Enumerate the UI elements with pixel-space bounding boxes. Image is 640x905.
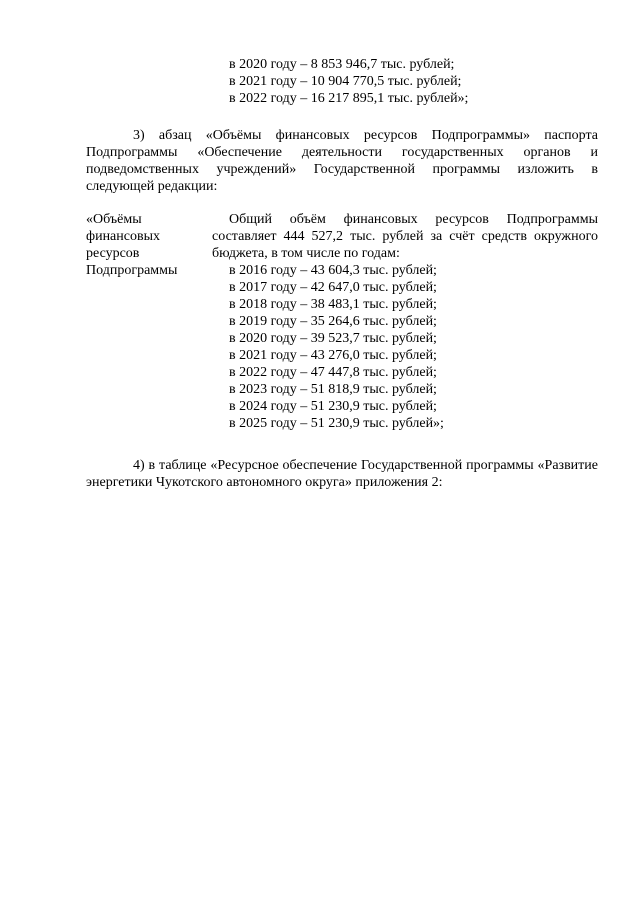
paragraph-4 bbox=[86, 457, 598, 491]
label-line: Подпрограммы bbox=[86, 263, 178, 278]
year-funding-line: в 2023 году – 51 818,9 тыс. рублей; bbox=[229, 382, 437, 397]
year-funding-line: в 2016 году – 43 604,3 тыс. рублей; bbox=[229, 263, 437, 278]
year-funding-line: в 2019 году – 35 264,6 тыс. рублей; bbox=[229, 314, 437, 329]
year-funding-line: в 2018 году – 38 483,1 тыс. рублей; bbox=[229, 297, 437, 312]
year-funding-line: в 2020 году – 39 523,7 тыс. рублей; bbox=[229, 331, 437, 346]
funding-intro: Общий объём финансовых ресурсов Подпрограммы составляет 444 527,2 тыс. рублей за счёт средств окружного бюджета, в том числе по годам: bbox=[212, 212, 598, 261]
label-line: «Объёмы bbox=[86, 212, 142, 227]
list-item: в 2021 году – 10 904 770,5 тыс. рублей; bbox=[229, 74, 462, 89]
year-funding-line: в 2021 году – 43 276,0 тыс. рублей; bbox=[229, 348, 437, 363]
paragraph-4-text: 4) в таблице «Ресурсное обеспечение Государственной программы «Развитие энергетики Чукотского автономного округа» приложения 2: bbox=[86, 458, 598, 490]
year-funding-line: в 2022 году – 47 447,8 тыс. рублей; bbox=[229, 365, 437, 380]
paragraph-3 bbox=[86, 127, 598, 195]
year-funding-line: в 2024 году – 51 230,9 тыс. рублей; bbox=[229, 399, 437, 414]
top-year-list bbox=[229, 56, 609, 107]
table-label-cell bbox=[86, 211, 206, 279]
list-item: в 2020 году – 8 853 946,7 тыс. рублей; bbox=[229, 57, 455, 72]
list-item: в 2022 году – 16 217 895,1 тыс. рублей»; bbox=[229, 91, 469, 106]
year-funding-line: в 2017 году – 42 647,0 тыс. рублей; bbox=[229, 280, 437, 295]
year-funding-line: в 2025 году – 51 230,9 тыс. рублей»; bbox=[229, 416, 444, 431]
table-value-cell bbox=[212, 211, 598, 432]
label-line: финансовых bbox=[86, 229, 160, 244]
label-line: ресурсов bbox=[86, 246, 140, 261]
paragraph-3-text: 3) абзац «Объёмы финансовых ресурсов Подпрограммы» паспорта Подпрограммы «Обеспечение деятельности государственных органов и подведомственных учреждений» Государственной программы изложить в следующей редакции: bbox=[86, 128, 598, 194]
